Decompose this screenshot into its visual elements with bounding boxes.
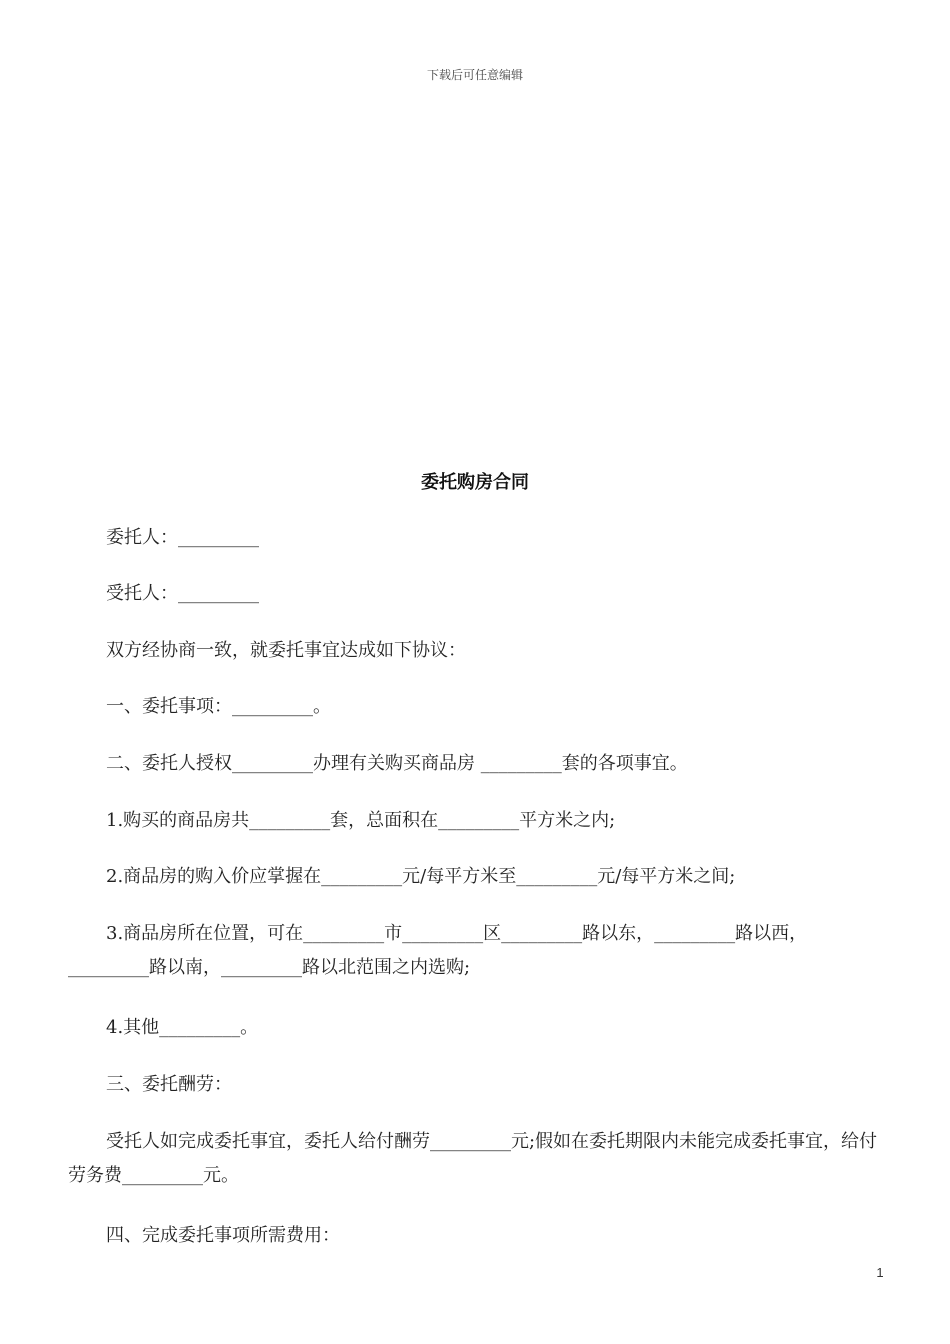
paragraph-item-3: 3.商品房所在位置，可在_________市_________区_________路以东，_________路以西，_________路以南，_________路以北范围之内选购; bbox=[68, 923, 808, 978]
paragraph-client: 委托人：_________ bbox=[106, 527, 259, 548]
paragraph-agent: 受托人：_________ bbox=[106, 583, 259, 604]
paragraph-section-4: 四、完成委托事项所需费用： bbox=[106, 1225, 340, 1246]
document-title: 委托购房合同 bbox=[421, 472, 529, 493]
paragraph-agreement-intro: 双方经协商一致，就委托事宜达成如下协议： bbox=[106, 640, 466, 661]
page-header: 下载后可任意编辑 bbox=[426, 68, 523, 82]
paragraph-section-3: 三、委托酬劳： bbox=[106, 1074, 232, 1095]
paragraph-item-1: 1.购买的商品房共_________套，总面积在_________平方米之内; bbox=[106, 810, 616, 831]
page-number: 1 bbox=[876, 1265, 884, 1280]
paragraph-item-4: 4.其他_________。 bbox=[106, 1017, 259, 1038]
paragraph-item-2: 2.商品房的购入价应掌握在_________元/每平方米至_________元/每平方米之间; bbox=[106, 866, 736, 887]
paragraph-section-2: 二、委托人授权_________办理有关购买商品房 _________套的各项事宜。 bbox=[106, 753, 688, 774]
paragraph-remuneration: 受托人如完成委托事宜，委托人给付酬劳_________元;假如在委托期限内未能完成委托事宜，给付劳务费_________元。 bbox=[68, 1131, 878, 1186]
paragraph-section-1: 一、委托事项：_________。 bbox=[106, 696, 331, 717]
